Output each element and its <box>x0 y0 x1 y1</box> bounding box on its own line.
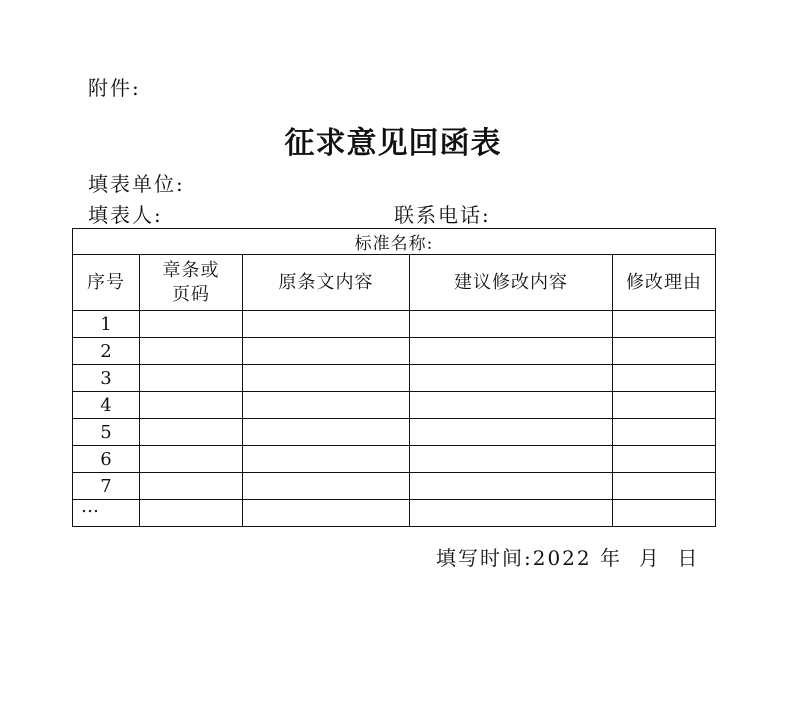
reason-cell <box>613 446 716 473</box>
reason-cell <box>613 419 716 446</box>
suggestion-cell <box>410 365 613 392</box>
reason-cell <box>613 338 716 365</box>
contact-phone-label: 联系电话: <box>394 203 491 227</box>
table-row <box>73 311 716 338</box>
clause-cell <box>140 446 243 473</box>
suggestion-cell <box>410 392 613 419</box>
row-number: 7 <box>73 473 140 500</box>
original-cell <box>243 419 410 446</box>
original-cell <box>243 338 410 365</box>
clause-cell <box>140 311 243 338</box>
filler-person-label: 填表人: <box>88 203 163 227</box>
column-header-clause: 章条或 页码 <box>140 255 243 311</box>
column-header-reason: 修改理由 <box>613 255 716 311</box>
suggestion-cell <box>410 311 613 338</box>
fill-time-label: 填写时间:2022 年 月 日 <box>436 546 700 570</box>
clause-cell <box>140 473 243 500</box>
original-cell <box>243 311 410 338</box>
column-header-original: 原条文内容 <box>243 255 410 311</box>
table-row <box>73 500 716 527</box>
reason-cell <box>613 311 716 338</box>
table-row <box>73 392 716 419</box>
suggestion-cell <box>410 500 613 527</box>
original-cell <box>243 392 410 419</box>
suggestion-cell <box>410 338 613 365</box>
filler-unit-label: 填表单位: <box>88 172 185 196</box>
row-number: … <box>73 500 140 527</box>
clause-cell <box>140 500 243 527</box>
standard-name-row <box>73 229 716 255</box>
reason-cell <box>613 473 716 500</box>
table-row <box>73 473 716 500</box>
standard-name-label: 标准名称: <box>73 229 716 255</box>
row-number: 2 <box>73 338 140 365</box>
table-header-row <box>73 255 716 311</box>
row-number: 4 <box>73 392 140 419</box>
row-number: 1 <box>73 311 140 338</box>
feedback-table <box>72 228 716 527</box>
table-row <box>73 365 716 392</box>
column-header-number: 序号 <box>73 255 140 311</box>
reason-cell <box>613 365 716 392</box>
row-number: 6 <box>73 446 140 473</box>
clause-cell <box>140 365 243 392</box>
clause-cell <box>140 338 243 365</box>
clause-cell <box>140 419 243 446</box>
row-number: 3 <box>73 365 140 392</box>
original-cell <box>243 473 410 500</box>
table-row <box>73 419 716 446</box>
page-title: 征求意见回函表 <box>284 126 502 161</box>
column-header-suggestion: 建议修改内容 <box>410 255 613 311</box>
reason-cell <box>613 500 716 527</box>
suggestion-cell <box>410 419 613 446</box>
table-row <box>73 338 716 365</box>
row-number: 5 <box>73 419 140 446</box>
original-cell <box>243 365 410 392</box>
suggestion-cell <box>410 473 613 500</box>
reason-cell <box>613 392 716 419</box>
attachment-label: 附件: <box>88 76 141 100</box>
table-row <box>73 446 716 473</box>
original-cell <box>243 446 410 473</box>
suggestion-cell <box>410 446 613 473</box>
clause-cell <box>140 392 243 419</box>
original-cell <box>243 500 410 527</box>
